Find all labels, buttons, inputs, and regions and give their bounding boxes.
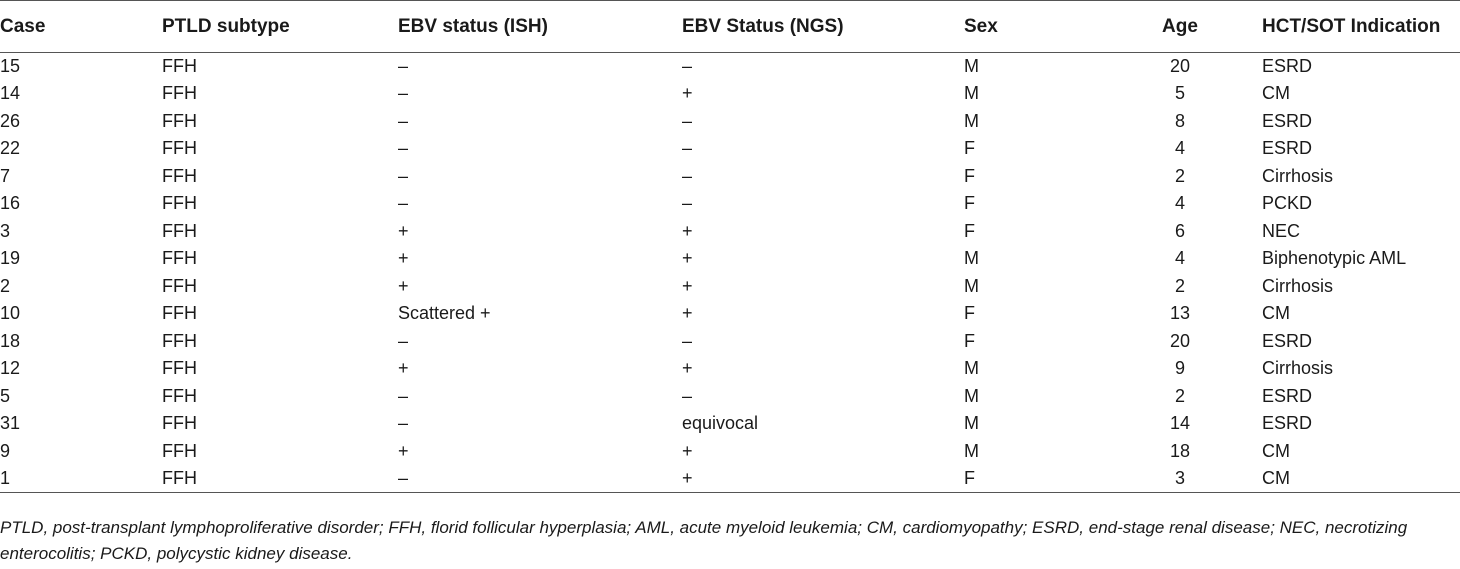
table-row	[0, 135, 1460, 163]
header-case: Case	[0, 1, 162, 53]
table-footnote: PTLD, post-transplant lymphoproliferative disorder; FFH, florid follicular hyperplasia; AML, acute myeloid leukemia; CM, cardiomyopathy; ESRD, end-stage renal disease; NEC, necrotizing enterocolitis; PCKD, polycystic kidney disease.	[0, 518, 1408, 563]
cell-ptld-subtype: FFH	[162, 56, 197, 76]
cell-case: 31	[0, 413, 21, 434]
cell-age: 13	[1169, 303, 1191, 324]
cell-sex: M	[964, 110, 979, 131]
cell-ebv-ish: –	[398, 56, 409, 76]
cell-case: 2	[0, 275, 11, 296]
cell-sex: F	[964, 193, 975, 214]
cell-indication: CM	[1262, 465, 1460, 493]
cell-sex: M	[964, 248, 979, 269]
cell-ebv-ngs: +	[682, 303, 693, 324]
cell-sex: M	[964, 413, 979, 434]
cell-age: 3	[1098, 465, 1262, 493]
cell-ptld-subtype: FFH	[162, 303, 197, 324]
cell-ebv-ngs: +	[682, 275, 693, 296]
cell-ebv-ish: –	[398, 110, 409, 131]
cell-ebv-ish: –	[398, 330, 409, 351]
cell-sex: F	[964, 303, 975, 324]
cell-age: 2	[1174, 275, 1185, 296]
cell-indication: Biphenotypic AML	[1262, 248, 1407, 269]
cell-ebv-ish: –	[398, 193, 409, 214]
cell-ptld-subtype: FFH	[162, 83, 197, 104]
table-row	[0, 53, 1460, 81]
cell-age: 5	[1174, 83, 1185, 104]
cell-case: 16	[0, 193, 21, 214]
header-sex: Sex	[964, 1, 1098, 53]
cell-indication: Cirrhosis	[1262, 358, 1334, 379]
cell-ebv-ish: +	[398, 440, 409, 461]
cell-ebv-ngs: +	[682, 440, 693, 461]
table-row	[0, 218, 1460, 246]
cell-sex: F	[964, 138, 975, 159]
cell-ptld-subtype: FFH	[162, 193, 197, 214]
cell-sex: M	[964, 358, 979, 379]
header-ebv-ish: EBV status (ISH)	[398, 1, 682, 53]
cell-ebv-ish: –	[398, 465, 682, 493]
cell-case: 5	[0, 385, 11, 406]
cell-ebv-ish: +	[398, 358, 409, 379]
cell-age: 20	[1169, 56, 1191, 76]
cell-indication: ESRD	[1262, 385, 1313, 406]
table-row	[0, 273, 1460, 301]
cell-ebv-ngs: –	[682, 165, 693, 186]
cell-case: 22	[0, 138, 21, 159]
cell-ebv-ish: –	[398, 138, 409, 159]
header-row	[0, 1, 1460, 53]
cell-case: 9	[0, 440, 11, 461]
cell-sex: F	[964, 465, 1098, 493]
cell-indication: CM	[1262, 83, 1290, 104]
cell-ptld-subtype: FFH	[162, 385, 197, 406]
cell-indication: ESRD	[1262, 138, 1313, 159]
cell-case: 1	[0, 465, 162, 493]
table-row	[0, 383, 1460, 411]
cell-ebv-ngs: –	[682, 138, 693, 159]
table-row	[0, 163, 1460, 191]
cell-ptld-subtype: FFH	[162, 358, 197, 379]
table-row	[0, 190, 1460, 218]
cell-ebv-ish: –	[398, 385, 409, 406]
header-ptld-subtype: PTLD subtype	[162, 1, 398, 53]
cell-ebv-ish: Scattered +	[398, 303, 491, 324]
cell-ebv-ngs: –	[682, 385, 693, 406]
cell-age: 4	[1174, 138, 1185, 159]
cell-age: 4	[1174, 193, 1185, 214]
cell-age: 20	[1169, 330, 1191, 351]
header-ebv-ngs: EBV Status (NGS)	[682, 1, 964, 53]
header-age: Age	[1098, 1, 1262, 53]
cell-sex: M	[964, 440, 979, 461]
cell-case: 3	[0, 220, 11, 241]
cell-sex: F	[964, 165, 975, 186]
cell-indication: NEC	[1262, 220, 1301, 241]
table-row	[0, 245, 1460, 273]
cell-age: 9	[1174, 358, 1185, 379]
cell-indication: ESRD	[1262, 413, 1313, 434]
cell-age: 6	[1174, 220, 1185, 241]
table-body	[0, 53, 1460, 493]
cell-ptld-subtype: FFH	[162, 248, 197, 269]
cell-sex: M	[964, 275, 979, 296]
cell-case: 7	[0, 165, 11, 186]
cell-ebv-ngs: +	[682, 220, 693, 241]
cell-ebv-ngs: +	[682, 465, 964, 493]
table-row	[0, 355, 1460, 383]
cell-case: 26	[0, 110, 21, 131]
cell-indication: PCKD	[1262, 193, 1313, 214]
cell-case: 19	[0, 248, 21, 269]
table-row	[0, 438, 1460, 466]
cell-ptld-subtype: FFH	[162, 138, 197, 159]
cell-ebv-ngs: +	[682, 83, 693, 104]
cell-ebv-ish: +	[398, 220, 409, 241]
cell-ebv-ish: –	[398, 165, 409, 186]
cell-case: 15	[0, 56, 21, 76]
table-row	[0, 300, 1460, 328]
cell-sex: F	[964, 330, 975, 351]
table-header	[0, 1, 1460, 53]
cell-ebv-ngs: –	[682, 110, 693, 131]
cell-sex: M	[964, 83, 979, 104]
cell-ptld-subtype: FFH	[162, 413, 197, 434]
table-row	[0, 410, 1460, 438]
cell-age: 14	[1169, 413, 1191, 434]
cell-ptld-subtype: FFH	[162, 275, 197, 296]
cell-ebv-ngs: –	[682, 56, 693, 76]
cell-age: 4	[1174, 248, 1185, 269]
cell-age: 2	[1174, 385, 1185, 406]
cell-ebv-ish: –	[398, 413, 409, 434]
cell-ptld-subtype: FFH	[162, 330, 197, 351]
cell-case: 14	[0, 83, 21, 104]
cell-ebv-ish: +	[398, 275, 409, 296]
cell-indication: Cirrhosis	[1262, 275, 1334, 296]
table-row	[0, 80, 1460, 108]
cell-ptld-subtype: FFH	[162, 440, 197, 461]
cell-sex: M	[964, 385, 979, 406]
table-row	[0, 465, 1460, 493]
cell-case: 10	[0, 303, 21, 324]
cell-ptld-subtype: FFH	[162, 220, 197, 241]
cell-ebv-ngs: equivocal	[682, 413, 759, 434]
cell-indication: CM	[1262, 440, 1290, 461]
cell-indication: ESRD	[1262, 330, 1313, 351]
cell-indication: Cirrhosis	[1262, 165, 1334, 186]
cell-sex: M	[964, 56, 979, 76]
cell-sex: F	[964, 220, 975, 241]
cell-ebv-ngs: –	[682, 330, 693, 351]
cell-age: 18	[1169, 440, 1191, 461]
cell-case: 12	[0, 358, 21, 379]
cell-ptld-subtype: FFH	[162, 465, 398, 493]
table-row	[0, 108, 1460, 136]
cell-case: 18	[0, 330, 21, 351]
cell-ebv-ish: –	[398, 83, 409, 104]
cell-age: 8	[1174, 110, 1185, 131]
cell-ebv-ngs: –	[682, 193, 693, 214]
table-row	[0, 328, 1460, 356]
cell-ebv-ngs: +	[682, 358, 693, 379]
cell-age: 2	[1174, 165, 1185, 186]
cell-ebv-ish: +	[398, 248, 409, 269]
cell-ebv-ngs: +	[682, 248, 693, 269]
cell-indication: ESRD	[1262, 56, 1313, 76]
cell-indication: ESRD	[1262, 110, 1313, 131]
cell-indication: CM	[1262, 303, 1290, 324]
cell-ptld-subtype: FFH	[162, 165, 197, 186]
cell-ptld-subtype: FFH	[162, 110, 197, 131]
header-indication: HCT/SOT Indication	[1262, 1, 1460, 53]
